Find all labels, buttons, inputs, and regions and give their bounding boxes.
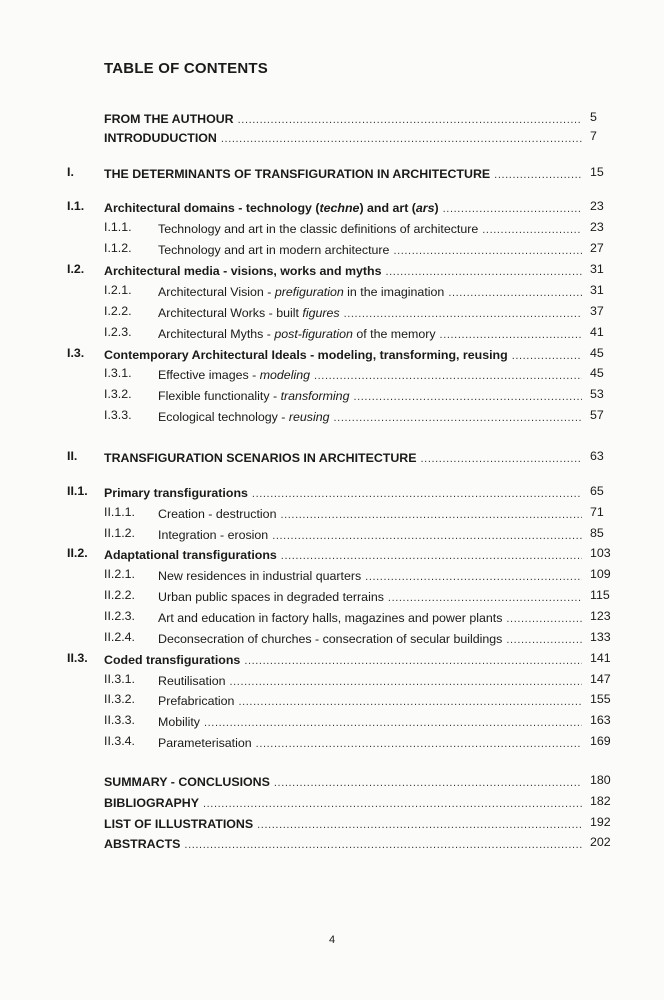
entry-page-number: 27: [590, 241, 604, 255]
entry-number: I.2.: [67, 262, 85, 276]
entry-title-text: Architectural Vision -: [158, 285, 275, 299]
entry-title-text: Architectural domains - technology (: [104, 201, 320, 215]
entry-title-text: INTRODUDUCTION: [104, 131, 217, 145]
toc-entry[interactable]: [104, 815, 582, 833]
dot-leader: [494, 167, 582, 183]
entry-number: II.2.1.: [104, 567, 135, 581]
entry-title: [104, 346, 512, 364]
entry-number: I.3.: [67, 346, 85, 360]
dot-leader: [257, 817, 582, 833]
entry-title: [158, 692, 238, 710]
dot-leader: [221, 131, 582, 147]
toc-entry[interactable]: [158, 567, 582, 585]
entry-page-number: 45: [590, 366, 604, 380]
entry-title-text: ) and art (: [359, 201, 416, 215]
toc-entry[interactable]: [104, 199, 582, 217]
entry-title: [158, 408, 334, 426]
entry-title-text: TRANSFIGURATION SCENARIOS IN ARCHITECTURE: [104, 451, 417, 465]
entry-title-text: Mobility: [158, 715, 200, 729]
dot-leader: [393, 243, 582, 259]
dot-leader: [238, 694, 582, 710]
entry-number: II.2.: [67, 546, 88, 560]
toc-entry[interactable]: [158, 505, 582, 523]
dot-leader: [334, 410, 582, 426]
page-title: TABLE OF CONTENTS: [104, 60, 268, 77]
entry-title-text: ABSTRACTS: [104, 837, 181, 851]
entry-title: [158, 630, 506, 648]
entry-title-text: Architectural Works - built: [158, 306, 303, 320]
dot-leader: [482, 222, 582, 238]
entry-number: II.: [67, 449, 78, 463]
dot-leader: [314, 368, 582, 384]
entry-title: [104, 773, 274, 791]
entry-page-number: 71: [590, 505, 604, 519]
toc-entry[interactable]: [104, 165, 582, 183]
entry-title: [104, 651, 244, 669]
entry-page-number: 57: [590, 408, 604, 422]
entry-title: [104, 546, 281, 564]
entry-number: II.3.: [67, 651, 88, 665]
entry-title: [158, 713, 204, 731]
entry-page-number: 180: [590, 773, 611, 787]
toc-entry[interactable]: [158, 283, 582, 301]
entry-title: [104, 199, 443, 217]
entry-title: [158, 505, 280, 523]
toc-entry[interactable]: [104, 110, 582, 128]
entry-title-text: Adaptational transfigurations: [104, 548, 277, 562]
entry-number: I.3.1.: [104, 366, 132, 380]
entry-page-number: 63: [590, 449, 604, 463]
entry-title: [158, 283, 448, 301]
entry-page-number: 192: [590, 815, 611, 829]
entry-title-text: FROM THE AUTHOUR: [104, 112, 234, 126]
entry-title-italic: post-figuration: [274, 327, 353, 341]
entry-title: [158, 526, 272, 544]
entry-title-text: Art and education in factory halls, magazines and power plants: [158, 611, 503, 625]
entry-page-number: 23: [590, 199, 604, 213]
entry-title-text: THE DETERMINANTS OF TRANSFIGURATION IN ARCHITECTURE: [104, 167, 491, 181]
entry-page-number: 41: [590, 325, 604, 339]
entry-number: I.1.: [67, 199, 85, 213]
entry-title: [104, 262, 386, 280]
entry-page-number: 37: [590, 304, 604, 318]
entry-title-text: Technology and art in modern architecture: [158, 243, 390, 257]
toc-entry[interactable]: [158, 366, 582, 384]
entry-title-text: SUMMARY - CONCLUSIONS: [104, 775, 270, 789]
entry-title: [158, 672, 230, 690]
toc-entry[interactable]: [104, 835, 582, 853]
entry-number: II.2.3.: [104, 609, 135, 623]
entry-page-number: 202: [590, 835, 611, 849]
dot-leader: [388, 590, 582, 606]
entry-title: [158, 220, 482, 238]
entry-title-italic: modeling: [259, 368, 310, 382]
entry-number: I.1.1.: [104, 220, 132, 234]
dot-leader: [252, 486, 582, 502]
entry-number: II.1.1.: [104, 505, 135, 519]
entry-title: [104, 129, 221, 147]
dot-leader: [238, 112, 582, 128]
entry-title-italic: prefiguration: [274, 285, 344, 299]
entry-page-number: 133: [590, 630, 611, 644]
toc-entry[interactable]: [158, 526, 582, 544]
entry-title-text: Contemporary Architectural Ideals - modeling, transforming, reusing: [104, 348, 508, 362]
toc-entry[interactable]: [158, 672, 582, 690]
toc-entry[interactable]: [158, 713, 582, 731]
entry-title: [104, 165, 494, 183]
entry-title-text: Prefabrication: [158, 694, 235, 708]
entry-title-text: Coded transfigurations: [104, 653, 241, 667]
entry-page-number: 5: [590, 110, 597, 124]
entry-title-text: Ecological technology -: [158, 410, 289, 424]
entry-title: [158, 387, 353, 405]
entry-number: I.1.2.: [104, 241, 132, 255]
entry-title-italic: transforming: [280, 389, 350, 403]
entry-title: [158, 304, 344, 322]
entry-number: II.2.2.: [104, 588, 135, 602]
toc-entry[interactable]: [158, 304, 582, 322]
dot-leader: [365, 569, 582, 585]
entry-title: [104, 794, 203, 812]
entry-title-italic: reusing: [288, 410, 330, 424]
entry-page-number: 123: [590, 609, 611, 623]
dot-leader: [280, 507, 582, 523]
dot-leader: [230, 674, 583, 690]
entry-page-number: 103: [590, 546, 611, 560]
toc-entry[interactable]: [158, 241, 582, 259]
entry-number: I.2.2.: [104, 304, 132, 318]
entry-page-number: 85: [590, 526, 604, 540]
entry-number: I.2.3.: [104, 325, 132, 339]
toc-entry[interactable]: [104, 346, 582, 364]
toc-entry[interactable]: [104, 773, 582, 791]
entry-title: [104, 835, 184, 853]
dot-leader: [244, 653, 582, 669]
toc-entry[interactable]: [158, 734, 582, 752]
toc-entry[interactable]: [158, 220, 582, 238]
toc-entry[interactable]: [104, 546, 582, 564]
entry-title: [158, 588, 388, 606]
entry-page-number: 7: [590, 129, 597, 143]
entry-page-number: 23: [590, 220, 604, 234]
entry-title-text: Parameterisation: [158, 736, 252, 750]
entry-page-number: 155: [590, 692, 611, 706]
entry-title-text: Architectural Myths -: [158, 327, 275, 341]
dot-leader: [386, 264, 583, 280]
entry-number: II.3.3.: [104, 713, 135, 727]
entry-page-number: 15: [590, 165, 604, 179]
entry-title-text: Technology and art in the classic definitions of architecture: [158, 222, 479, 236]
toc-entry[interactable]: [158, 408, 582, 426]
entry-title-italic: ars: [415, 201, 435, 215]
entry-title: [104, 449, 421, 467]
dot-leader: [440, 327, 582, 343]
entry-number: I.: [67, 165, 74, 179]
toc-entry[interactable]: [158, 588, 582, 606]
entry-number: II.2.4.: [104, 630, 135, 644]
entry-number: II.3.4.: [104, 734, 135, 748]
entry-page-number: 53: [590, 387, 604, 401]
entry-title: [158, 567, 365, 585]
toc-entry[interactable]: [104, 129, 582, 147]
dot-leader: [256, 736, 582, 752]
entry-page-number: 141: [590, 651, 611, 665]
toc-entry[interactable]: [104, 262, 582, 280]
entry-page-number: 45: [590, 346, 604, 360]
entry-title-italic: techne: [319, 201, 360, 215]
entry-number: II.1.: [67, 484, 88, 498]
entry-title-text: in the imagination: [343, 285, 445, 299]
entry-title-text: of the memory: [352, 327, 436, 341]
dot-leader: [274, 775, 582, 791]
toc-entry[interactable]: [158, 692, 582, 710]
entry-title-text: BIBLIOGRAPHY: [104, 796, 199, 810]
dot-leader: [448, 285, 582, 301]
entry-title-text: Effective images -: [158, 368, 260, 382]
entry-title-text: LIST OF ILLUSTRATIONS: [104, 817, 254, 831]
dot-leader: [184, 837, 582, 853]
dot-leader: [506, 632, 582, 648]
dot-leader: [272, 528, 582, 544]
entry-page-number: 65: [590, 484, 604, 498]
entry-title-text: Deconsecration of churches - consecration of secular buildings: [158, 632, 503, 646]
dot-leader: [281, 548, 582, 564]
entry-title: [158, 241, 393, 259]
entry-title-text: ): [434, 201, 439, 215]
entry-page-number: 31: [590, 262, 604, 276]
entry-number: II.1.2.: [104, 526, 135, 540]
entry-number: II.3.2.: [104, 692, 135, 706]
dot-leader: [512, 348, 582, 364]
entry-page-number: 31: [590, 283, 604, 297]
entry-title-text: Creation - destruction: [158, 507, 277, 521]
entry-title-text: Primary transfigurations: [104, 486, 248, 500]
toc-entry[interactable]: [158, 630, 582, 648]
entry-page-number: 109: [590, 567, 611, 581]
dot-leader: [421, 451, 582, 467]
entry-title: [104, 110, 238, 128]
toc-entry[interactable]: [158, 609, 582, 627]
dot-leader: [203, 796, 582, 812]
entry-title-text: Urban public spaces in degraded terrains: [158, 590, 384, 604]
entry-title: [158, 366, 314, 384]
entry-title-text: Architectural media - visions, works and myths: [104, 264, 382, 278]
entry-page-number: 169: [590, 734, 611, 748]
toc-entry[interactable]: [104, 449, 582, 467]
entry-number: I.3.2.: [104, 387, 132, 401]
entry-page-number: 182: [590, 794, 611, 808]
entry-number: II.3.1.: [104, 672, 135, 686]
entry-number: I.3.3.: [104, 408, 132, 422]
toc-entry[interactable]: [158, 325, 582, 343]
entry-page-number: 163: [590, 713, 611, 727]
entry-title-text: Flexible functionality -: [158, 389, 281, 403]
dot-leader: [204, 715, 582, 731]
entry-title: [104, 484, 252, 502]
toc-entry[interactable]: [104, 794, 582, 812]
entry-number: I.2.1.: [104, 283, 132, 297]
page-number: 4: [328, 934, 336, 946]
entry-title: [104, 815, 257, 833]
entry-title: [158, 609, 506, 627]
toc-entry[interactable]: [104, 484, 582, 502]
dot-leader: [353, 389, 582, 405]
entry-title: [158, 734, 256, 752]
entry-page-number: 115: [590, 588, 610, 602]
entry-title-text: New residences in industrial quarters: [158, 569, 362, 583]
entry-title-text: Reutilisation: [158, 674, 226, 688]
toc-entry[interactable]: [158, 387, 582, 405]
dot-leader: [506, 611, 582, 627]
dot-leader: [443, 201, 582, 217]
entry-page-number: 147: [590, 672, 611, 686]
dot-leader: [344, 306, 582, 322]
entry-title: [158, 325, 440, 343]
toc-entry[interactable]: [104, 651, 582, 669]
entry-title-text: Integration - erosion: [158, 528, 269, 542]
entry-title-italic: figures: [302, 306, 340, 320]
